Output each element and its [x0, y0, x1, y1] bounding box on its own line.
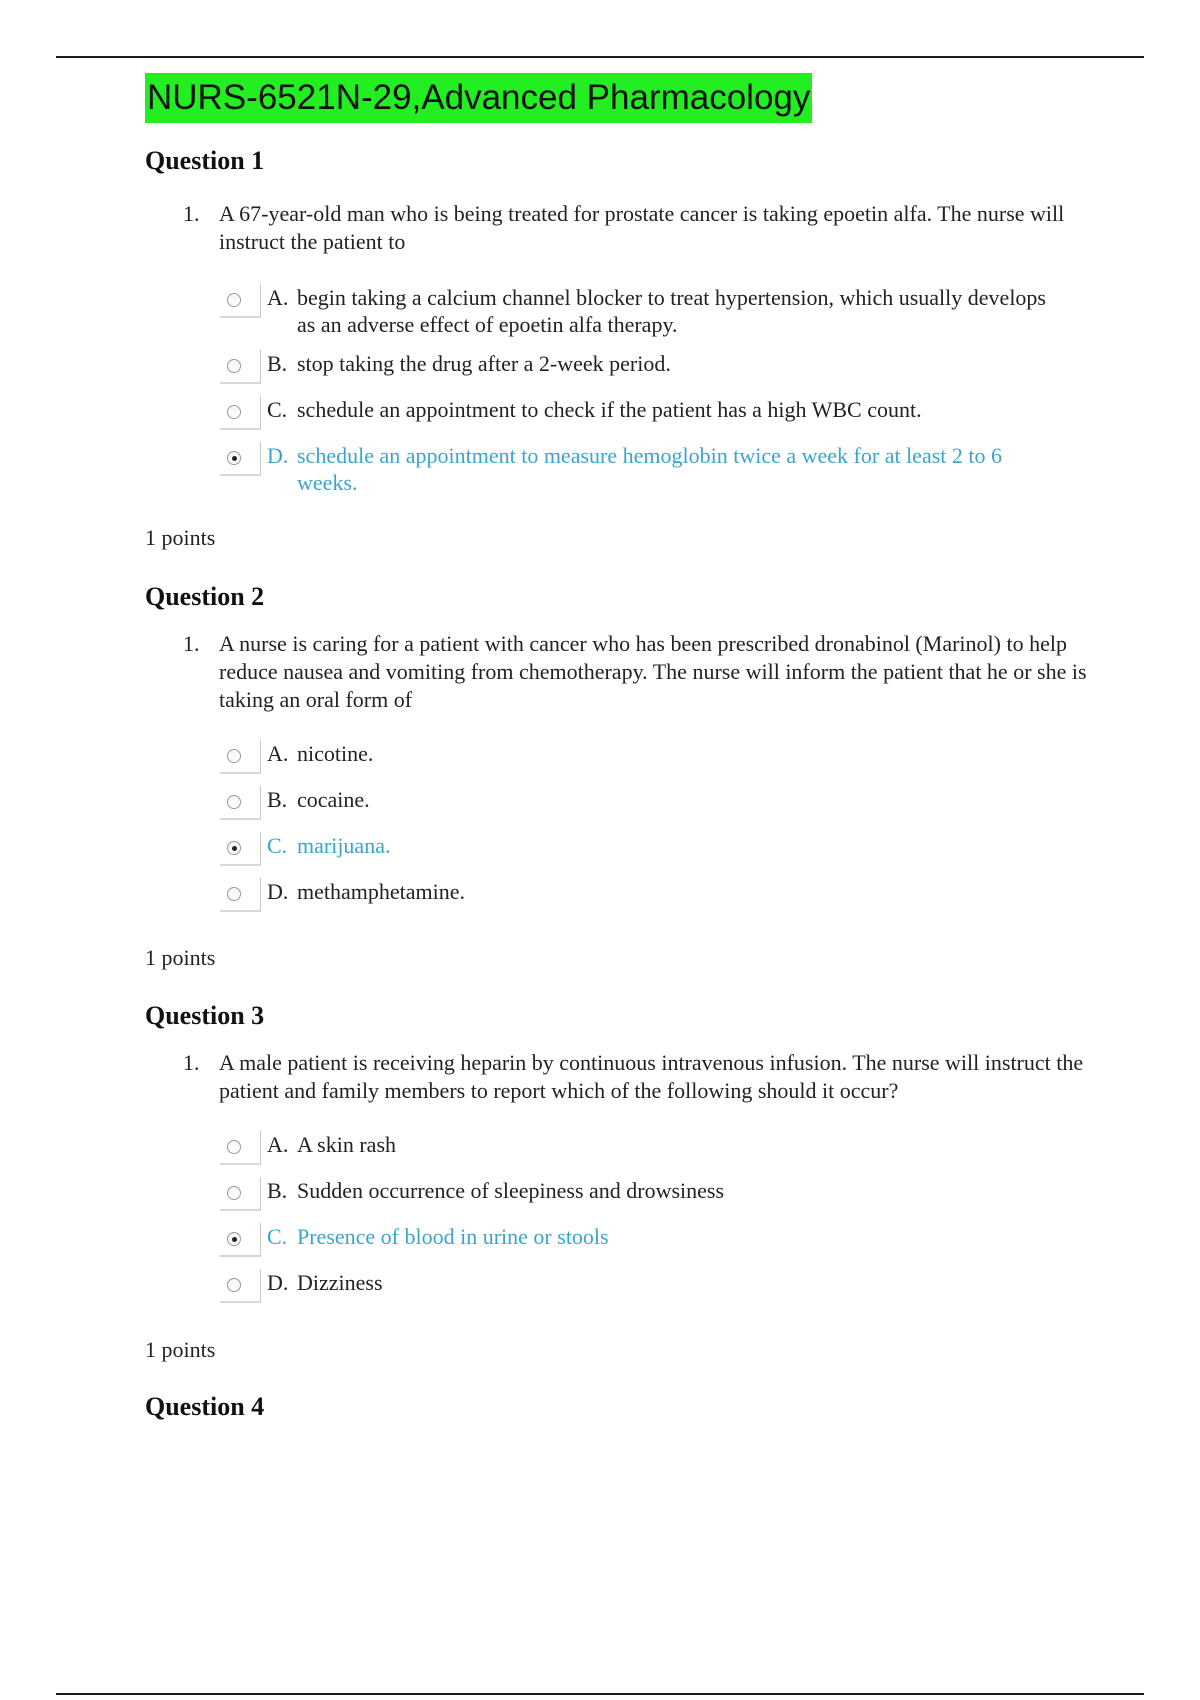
radio-button[interactable] — [227, 1140, 241, 1154]
option-text: begin taking a calcium channel blocker to treat hypertension, which usually develops as an adverse effect of epoetin alfa therapy. — [297, 285, 1046, 337]
option-letter: B. — [267, 351, 288, 376]
radio-button-selected[interactable] — [227, 451, 241, 465]
question-number: 1. — [183, 1050, 200, 1075]
answer-option-d[interactable] — [220, 1269, 1105, 1303]
question-number: 1. — [183, 201, 200, 226]
radio-cell — [220, 878, 261, 912]
answer-option-d[interactable] — [220, 442, 1105, 496]
radio-cell — [220, 1223, 261, 1257]
answer-option-a[interactable] — [220, 284, 1105, 338]
question-heading: Question 1 — [145, 146, 265, 175]
option-text: nicotine. — [297, 741, 374, 766]
answer-option-b[interactable] — [220, 1177, 1105, 1211]
option-letter: A. — [267, 741, 289, 766]
answer-options — [220, 284, 1105, 496]
option-letter: D. — [267, 443, 289, 468]
radio-button[interactable] — [227, 887, 241, 901]
top-rule — [56, 56, 1144, 58]
question-points: 1 points — [145, 525, 216, 550]
question-text: A 67-year-old man who is being treated for prostate cancer is taking epoetin alfa. The nurse will instruct the patient to — [219, 201, 1065, 254]
question-2 — [145, 580, 1105, 924]
question-points: 1 points — [145, 1337, 216, 1362]
option-text: Sudden occurrence of sleepiness and drowsiness — [297, 1178, 725, 1203]
question-text: A male patient is receiving heparin by continuous intravenous infusion. The nurse will instruct the patient and family members to report which of the following should it occur? — [219, 1050, 1084, 1103]
radio-cell — [220, 786, 261, 820]
question-points: 1 points — [145, 945, 216, 970]
radio-cell — [220, 284, 261, 318]
option-text: marijuana. — [297, 833, 391, 858]
answer-option-b[interactable] — [220, 350, 1105, 384]
radio-button[interactable] — [227, 1278, 241, 1292]
question-stem — [183, 630, 1105, 714]
page-title: NURS-6521N-29,Advanced Pharmacology — [145, 73, 812, 123]
radio-button-selected[interactable] — [227, 841, 241, 855]
question-number: 1. — [183, 631, 200, 656]
answer-options — [220, 1131, 1105, 1303]
question-text: A nurse is caring for a patient with cancer who has been prescribed dronabinol (Marinol) to help reduce nausea and vomiting from chemotherapy. The nurse will inform the patient that he or she is taking an oral form of — [219, 631, 1087, 712]
option-letter: D. — [267, 879, 289, 904]
radio-cell — [220, 1131, 261, 1165]
answer-option-c[interactable] — [220, 396, 1105, 430]
radio-cell — [220, 1269, 261, 1303]
radio-button-selected[interactable] — [227, 1232, 241, 1246]
radio-button[interactable] — [227, 795, 241, 809]
option-letter: B. — [267, 1178, 288, 1203]
radio-cell — [220, 832, 261, 866]
answer-options — [220, 740, 1105, 912]
bottom-rule — [56, 1693, 1144, 1695]
option-text: A skin rash — [297, 1132, 396, 1157]
question-1 — [145, 144, 1105, 508]
radio-cell — [220, 350, 261, 384]
option-letter: B. — [267, 787, 288, 812]
radio-button[interactable] — [227, 359, 241, 373]
option-letter: A. — [267, 285, 289, 310]
option-letter: A. — [267, 1132, 289, 1157]
radio-cell — [220, 442, 261, 476]
radio-button[interactable] — [227, 749, 241, 763]
option-letter: D. — [267, 1270, 289, 1295]
answer-option-a[interactable] — [220, 1131, 1105, 1165]
option-letter: C. — [267, 397, 288, 422]
question-3 — [145, 999, 1105, 1315]
radio-cell — [220, 1177, 261, 1211]
question-heading: Question 3 — [145, 1001, 265, 1030]
answer-option-b[interactable] — [220, 786, 1105, 820]
radio-button[interactable] — [227, 1186, 241, 1200]
radio-button[interactable] — [227, 405, 241, 419]
radio-cell — [220, 740, 261, 774]
option-letter: C. — [267, 1224, 288, 1249]
question-heading: Question 2 — [145, 582, 265, 611]
option-text: cocaine. — [297, 787, 370, 812]
option-text: schedule an appointment to check if the patient has a high WBC count. — [297, 397, 922, 422]
option-text: Dizziness — [297, 1270, 383, 1295]
question-4 — [145, 1390, 1105, 1424]
option-letter: C. — [267, 833, 288, 858]
answer-option-c[interactable] — [220, 832, 1105, 866]
question-heading: Question 4 — [145, 1392, 265, 1421]
answer-option-c[interactable] — [220, 1223, 1105, 1257]
answer-option-a[interactable] — [220, 740, 1105, 774]
radio-button[interactable] — [227, 293, 241, 307]
option-text: schedule an appointment to measure hemoglobin twice a week for at least 2 to 6 weeks. — [297, 443, 1002, 495]
option-text: Presence of blood in urine or stools — [297, 1224, 609, 1249]
radio-cell — [220, 396, 261, 430]
question-stem — [183, 1049, 1105, 1105]
answer-option-d[interactable] — [220, 878, 1105, 912]
option-text: stop taking the drug after a 2-week period. — [297, 351, 671, 376]
option-text: methamphetamine. — [297, 879, 465, 904]
question-stem — [183, 200, 1105, 256]
